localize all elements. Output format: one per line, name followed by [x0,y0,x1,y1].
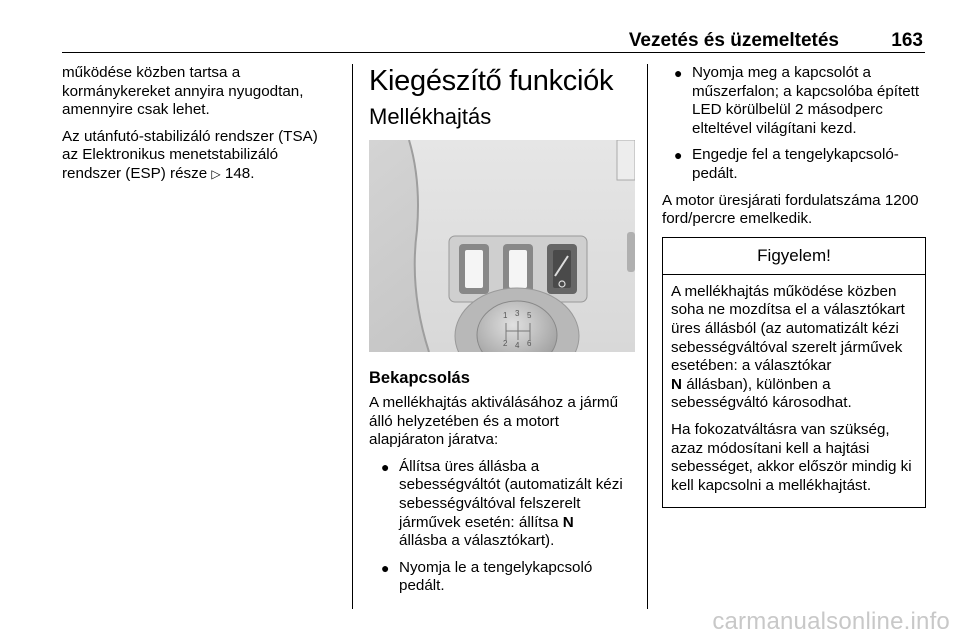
column-divider-1 [352,64,353,609]
bullet-text: Engedje fel a tengelykapcsoló-pedált. [692,146,899,182]
paragraph: működése közben tartsa a kormánykereket annyira nyugodtan, amennyire csak lehet. [62,64,304,119]
pto-switch [547,244,577,294]
bullet-text-end: állásba a választókart). [399,532,555,550]
gear-label: 6 [527,339,532,348]
warning-text-end: állásban), különben a sebességváltó károsodhat. [671,375,852,412]
gear-label: 4 [515,341,520,350]
bullet-text: Állítsa üres állásba a sebességváltót (automatizált kézi sebességváltóval felszerelt járművek esetén: állítsa [399,457,623,531]
bold-gear-n: N [562,513,574,531]
subsection-title: Mellékhajtás [369,104,492,129]
warning-paragraph: Ha fokozatváltásra van szükség, azaz módosítani kell a hajtási sebességet, akkor először mindig ki kell kapcsolni a mellékhajtást. [671,420,912,494]
gear-label: 5 [527,311,532,320]
triangle-right-icon: ▷ [211,166,221,181]
bullet-glyph: ● [381,559,390,576]
column-1 [62,64,334,192]
column-2 [369,64,635,604]
page-number: 163 [891,30,923,51]
header-title: Vezetés és üzemeltetés [628,30,839,51]
pto-switch-illustration [369,140,635,352]
list-item [662,146,926,183]
section-title: Kiegészítő funkciók [369,65,614,97]
column-3 [662,64,926,508]
gear-label: 3 [515,309,520,318]
page-header [62,30,925,53]
cross-reference-link[interactable]: 148. [224,164,255,182]
bullet-glyph: ● [674,147,683,164]
list-item [662,64,926,138]
warning-paragraph [671,283,921,413]
list-item [369,458,635,551]
bullet-text: Nyomja meg a kapcsolót a műszerfalon; a kapcsolóba épített LED körülbelül 2 másodperc elteltével világítani kezd. [692,64,920,137]
warning-text: A mellékhajtás működése közben soha ne mozdítsa el a választókart üres állásból (az automatizált kézi sebességváltóval szerelt járművek esetében: a választókar [671,282,905,375]
tsa-text: Az utánfutó-stabilizáló rendszer (TSA) az Elektronikus menetstabilizáló rendszer (ESP) része [62,127,318,182]
bullet-list [662,64,926,184]
subsubsection-title: Bekapcsolás [369,369,470,387]
bullet-glyph: ● [381,458,390,475]
column-divider-2 [647,64,648,609]
gear-label: 1 [503,311,508,320]
bullet-list [369,458,635,596]
list-item [369,559,635,596]
switch-2 [503,244,533,294]
warning-title: Figyelem! [663,238,925,275]
warning-box [662,237,926,509]
paragraph-idle: A motor üresjárati fordulatszáma 1200 ford/percre emelkedik. [662,191,919,228]
watermark: carmanualsonline.info [712,608,950,635]
bold-gear-n: N [671,375,682,393]
paragraph-tsa [62,128,334,184]
gear-label: 2 [503,339,508,348]
paragraph-intro: A mellékhajtás aktiválásához a jármű álló helyzetében és a motort alapjáraton járatva: [369,394,619,449]
warning-body [663,275,925,508]
switch-1 [459,244,489,294]
bullet-glyph: ● [674,65,683,81]
bullet-text: Nyomja le a tengelykapcsoló pedált. [399,558,593,595]
